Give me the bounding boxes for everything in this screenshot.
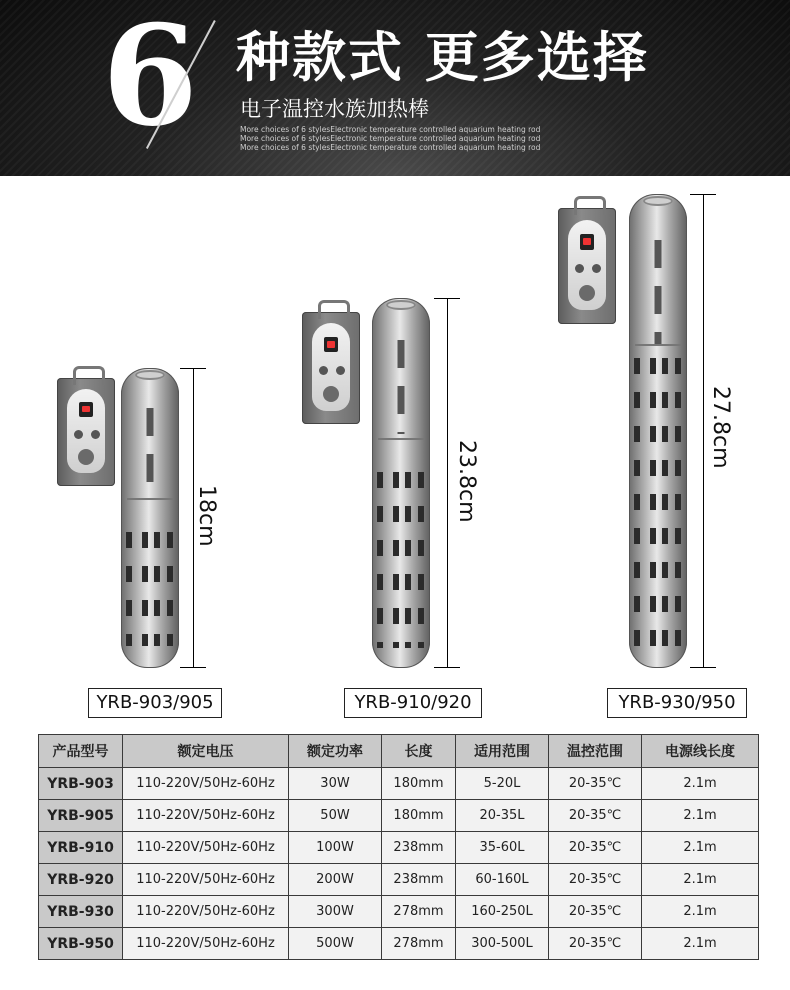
dimension-tick [180,667,206,668]
headline: 种款式 更多选择 [236,26,649,89]
temperature-display [324,337,338,353]
cell-voltage: 110-220V/50Hz-60Hz [123,896,289,928]
cell-cord-length: 2.1m [642,928,759,960]
cell-voltage: 110-220V/50Hz-60Hz [123,864,289,896]
heater-rod-image [372,298,430,668]
cell-length: 180mm [382,800,456,832]
rod-cap [643,196,673,206]
cell-temp-range: 20-35℃ [549,896,642,928]
subheadline: 电子温控水族加热棒 [240,97,429,121]
length-label: 18cm [194,485,219,547]
column-header: 长度 [382,735,456,768]
cell-model: YRB-930 [39,896,123,928]
dimension-tick [690,667,716,668]
cell-model: YRB-920 [39,864,123,896]
rod-vents [629,524,687,648]
cell-temp-range: 20-35℃ [549,800,642,832]
table-row [39,928,759,960]
cell-power: 200W [289,864,382,896]
hanger-hook [318,300,350,319]
hanger-hook [73,366,105,385]
column-header: 产品型号 [39,735,123,768]
rod-vents [121,528,179,646]
cell-power: 100W [289,832,382,864]
cell-capacity: 60-160L [456,864,549,896]
model-label: YRB-930/950 [607,688,747,718]
length-label: 27.8cm [708,386,733,469]
cell-temp-range: 20-35℃ [549,864,642,896]
cell-length: 238mm [382,864,456,896]
controller-image [558,208,616,324]
button-icon [592,264,601,273]
cell-length: 238mm [382,832,456,864]
cell-voltage: 110-220V/50Hz-60Hz [123,928,289,960]
cell-voltage: 110-220V/50Hz-60Hz [123,832,289,864]
rod-vents [372,468,430,648]
table-row [39,864,759,896]
column-header: 温控范围 [549,735,642,768]
cell-cord-length: 2.1m [642,896,759,928]
heater-rod-image [121,368,179,668]
table-header-row [39,735,759,768]
cell-length: 180mm [382,768,456,800]
cell-temp-range: 20-35℃ [549,832,642,864]
cell-capacity: 35-60L [456,832,549,864]
cell-capacity: 5-20L [456,768,549,800]
table-row [39,896,759,928]
rod-upper-vents [121,402,179,494]
dimension-tick [434,667,460,668]
controller-image [302,312,360,424]
rod-cap [386,300,416,310]
spec-table [38,734,759,960]
big-number: 6 [102,0,195,157]
cell-length: 278mm [382,896,456,928]
knob-icon [579,285,595,301]
column-header: 电源线长度 [642,735,759,768]
model-label: YRB-903/905 [88,688,222,718]
header-banner [0,0,790,176]
cell-cord-length: 2.1m [642,768,759,800]
cell-capacity: 300-500L [456,928,549,960]
rod-cap [135,370,165,380]
column-header: 额定电压 [123,735,289,768]
rod-seam [635,344,681,346]
hanger-hook [574,196,606,215]
rod-seam [378,438,424,440]
heater-rod-image [629,194,687,668]
cell-model: YRB-910 [39,832,123,864]
english-caption-2: More choices of 6 stylesElectronic temperature controlled aquarium heating rod [240,134,541,143]
rod-upper-vents [629,234,687,344]
column-header: 额定功率 [289,735,382,768]
column-header: 适用范围 [456,735,549,768]
cell-power: 500W [289,928,382,960]
cell-power: 300W [289,896,382,928]
cell-capacity: 20-35L [456,800,549,832]
temperature-display [79,402,93,417]
english-caption-1: More choices of 6 stylesElectronic temperature controlled aquarium heating rod [240,125,541,134]
length-label: 23.8cm [454,440,479,523]
english-caption-3: More choices of 6 stylesElectronic temperature controlled aquarium heating rod [240,143,541,152]
cell-capacity: 160-250L [456,896,549,928]
cell-power: 30W [289,768,382,800]
rod-upper-vents [372,334,430,434]
cell-model: YRB-950 [39,928,123,960]
button-icon [336,366,345,375]
cell-model: YRB-903 [39,768,123,800]
temperature-display [580,234,594,250]
rod-vents [629,354,687,514]
cell-temp-range: 20-35℃ [549,768,642,800]
knob-icon [323,386,339,402]
controller-image [57,378,115,486]
cell-cord-length: 2.1m [642,832,759,864]
cell-model: YRB-905 [39,800,123,832]
model-label: YRB-910/920 [344,688,482,718]
table-row [39,832,759,864]
cell-voltage: 110-220V/50Hz-60Hz [123,768,289,800]
cell-length: 278mm [382,928,456,960]
rod-seam [127,498,173,500]
cell-power: 50W [289,800,382,832]
table-row [39,800,759,832]
cell-cord-length: 2.1m [642,864,759,896]
cell-cord-length: 2.1m [642,800,759,832]
dimension-line [447,298,448,668]
cell-temp-range: 20-35℃ [549,928,642,960]
button-icon [91,430,100,439]
table-row [39,768,759,800]
cell-voltage: 110-220V/50Hz-60Hz [123,800,289,832]
dimension-line [703,194,704,668]
